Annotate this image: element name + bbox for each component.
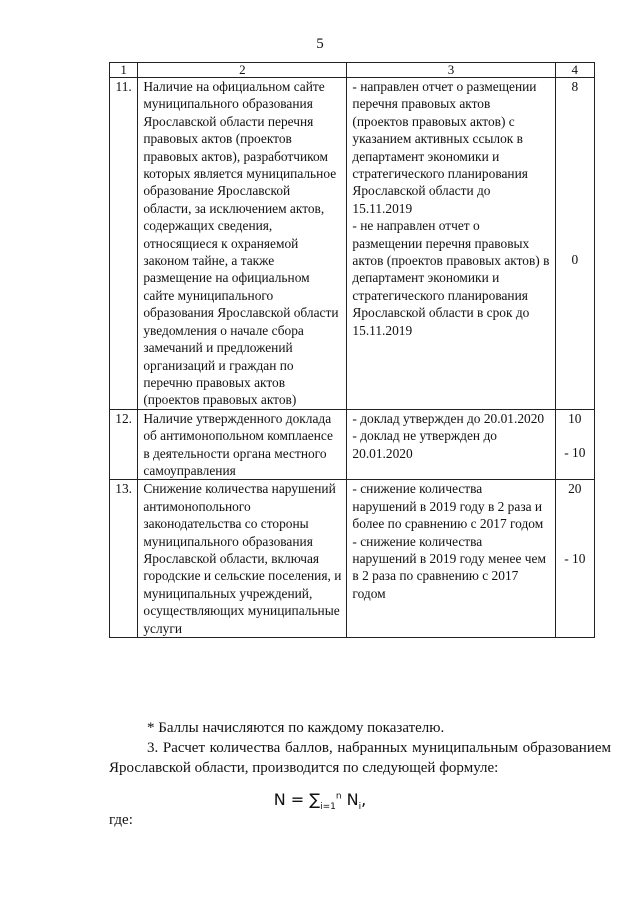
formula-paragraph: 3. Расчет количества баллов, набранных муниципальным образованием Ярославской области, производится по следующей формуле: xyxy=(109,740,611,776)
points-value: 20 xyxy=(568,481,582,497)
formula-sum-upper: n xyxy=(335,791,342,802)
points-value: 8 xyxy=(571,79,579,94)
row-number: 13. xyxy=(110,480,138,638)
points-value: 0 xyxy=(571,252,579,268)
criterion: - не направлен отчет о размещении перечня правовых актов (проектов правовых актов) в департамент экономики и стратегического планирования Ярославской области в срок до 15.11.2019 xyxy=(352,218,550,338)
criteria-cell xyxy=(347,409,555,480)
table-row xyxy=(110,409,595,480)
notes-section xyxy=(109,718,611,778)
table-row xyxy=(110,78,595,410)
indicator-text: Наличие на официальном сайте муниципального образования Ярославской области перечня правовых актов (проектов правовых актов), разработчиком которых является муниципальное образование Ярославской области, за исключением актов, содержащих сведения, относящиеся к охраняемой законом тайне, а также размещение на официальном сайте муниципального образования Ярославской области уведомления о начале сбора замечаний и предложений организаций и граждан по перечню правовых актов (проектов правовых актов) xyxy=(138,78,347,410)
indicator-text: Снижение количества нарушений антимонопольного законодательства со стороны муниципального образования Ярославской области, включая городские и сельские поселения, и муниципальных учреждений, осуществляющих муниципальные услуги xyxy=(138,480,347,638)
formula-sum-lower: i=1 xyxy=(320,802,336,813)
criterion: - доклад не утвержден до 20.01.2020 xyxy=(352,428,497,461)
formula-tail: , xyxy=(361,790,367,809)
row-number: 12. xyxy=(110,409,138,480)
formula xyxy=(0,790,640,812)
header-col-1: 1 xyxy=(110,63,138,78)
points-value: - 10 xyxy=(564,445,586,461)
points-cell xyxy=(555,78,594,410)
criterion: - снижение количества нарушений в 2019 году менее чем в 2 раза по сравнению с 2017 годом xyxy=(352,533,546,601)
criterion: - доклад утвержден до 20.01.2020 xyxy=(352,410,545,426)
header-col-3: 3 xyxy=(347,63,555,78)
header-col-4: 4 xyxy=(555,63,594,78)
header-col-2: 2 xyxy=(138,63,347,78)
points-value: 10 xyxy=(568,410,582,426)
formula-term: N xyxy=(346,790,359,809)
criteria-cell xyxy=(347,480,555,638)
formula-term-sub: i xyxy=(358,802,362,813)
table-header-row xyxy=(110,63,595,78)
page-number: 5 xyxy=(316,36,324,52)
criterion: - снижение количества нарушений в 2019 году в 2 раза и более по сравнению с 2017 годом xyxy=(352,481,544,532)
formula-lhs: N = ∑ xyxy=(273,790,321,809)
points-cell xyxy=(555,409,594,480)
where-label: где: xyxy=(109,812,133,828)
row-number: 11. xyxy=(110,78,138,410)
criteria-cell xyxy=(347,78,555,410)
points-cell xyxy=(555,480,594,638)
footnote: * Баллы начисляются по каждому показателю. xyxy=(147,720,445,736)
criterion: - направлен отчет о размещении перечня правовых актов (проектов правовых актов) с указанием активных ссылок в департамент экономики и стратегического планирования Ярославской области до 15.11.2019 xyxy=(352,79,537,216)
points-value: - 10 xyxy=(564,550,586,566)
table-row xyxy=(110,480,595,638)
indicators-table xyxy=(109,62,595,638)
indicator-text: Наличие утвержденного доклада об антимонопольном комплаенсе в деятельности органа местного самоуправления xyxy=(138,409,347,480)
